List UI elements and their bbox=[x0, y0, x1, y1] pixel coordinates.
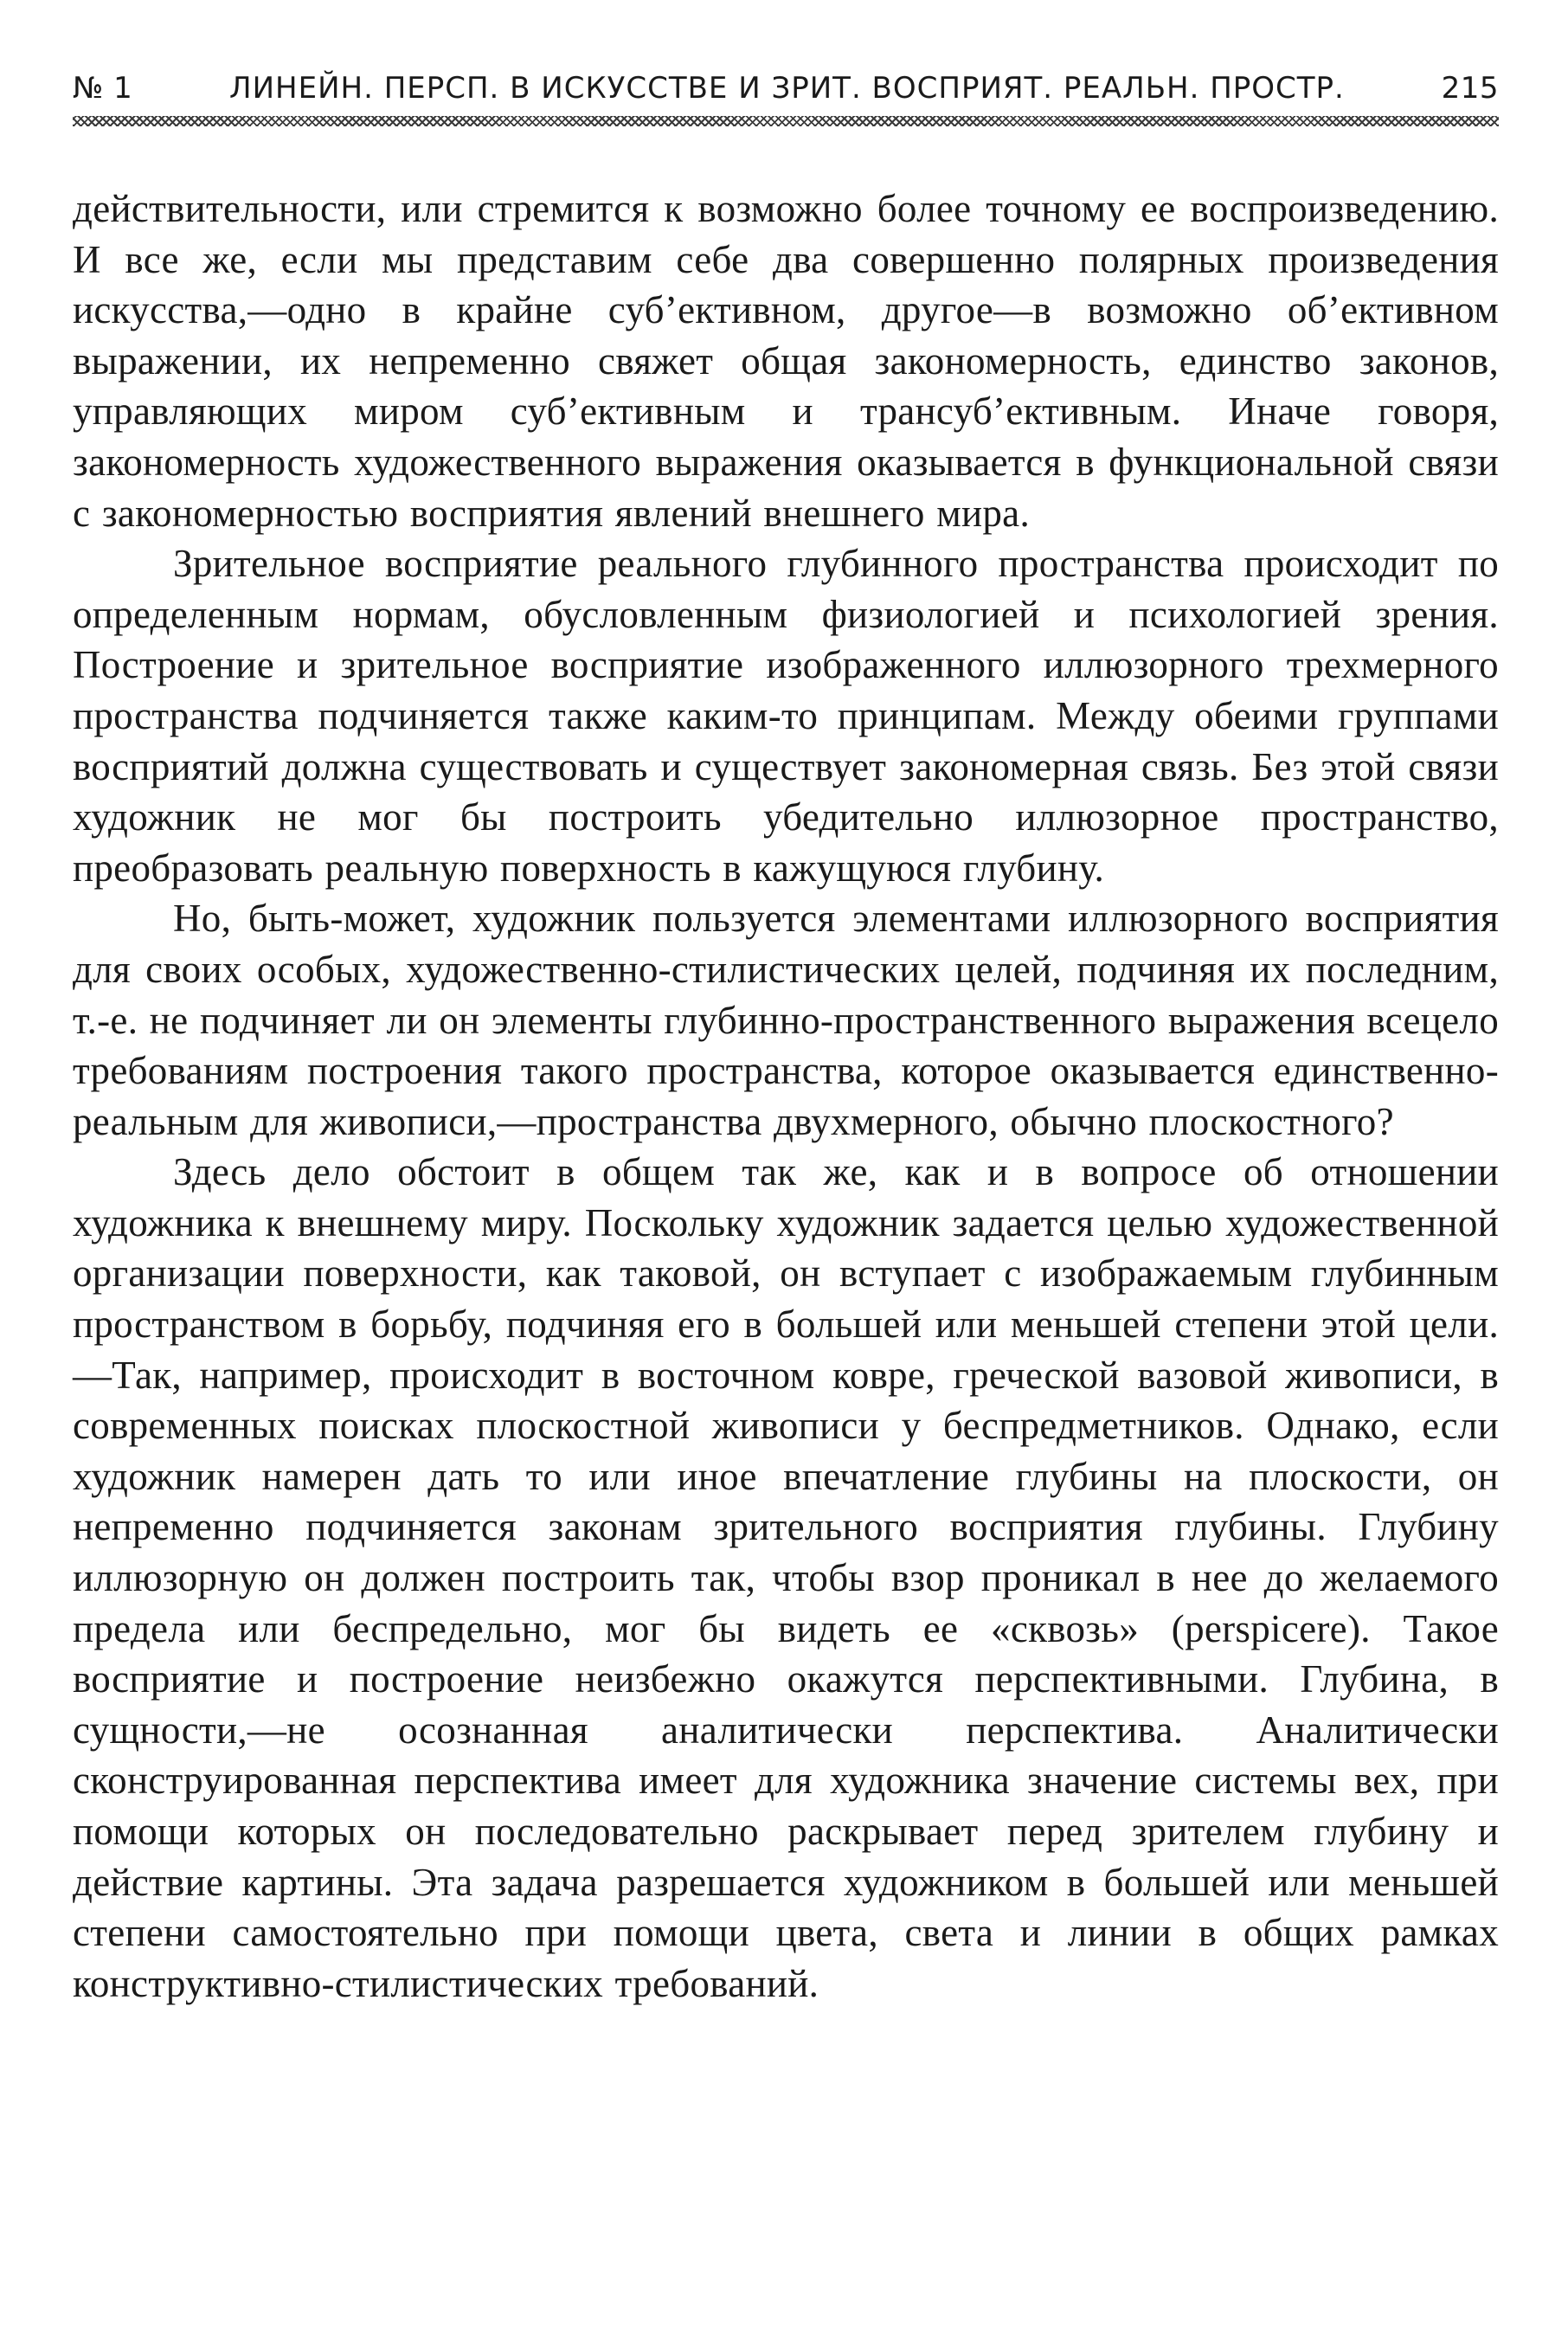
paragraph-continued: действительности, или стремится к возможно более точному ее воспроизведению. И все же, если мы представим себе два совершенно полярных произведения искусства,—одно в крайне суб’ективном, другое—в возможно об’ективном выражении, их непременно свяжет общая закономерность, единство законов, управляющих миром суб’ективным и трансуб’ективным. Иначе говоря, закономерность художественного выражения оказывается в функциональной связи с закономерностью восприятия явлений внешнего мира. bbox=[73, 187, 1499, 535]
page-number: 215 bbox=[1441, 71, 1499, 106]
article-body bbox=[73, 183, 1499, 2009]
ornamental-rule bbox=[73, 116, 1499, 126]
paragraph: Но, быть-может, художник пользуется элементами иллюзорного восприятия для своих особых, художественно-стилистических целей, подчиняя их последним, т.-е. не подчиняет ли он элементы глубинно-пространственного выражения всецело требованиям построения такого пространства, которое оказывается единственно-реальным для живописи,—пространства двухмерного, обычно плоскостного? bbox=[73, 897, 1499, 1143]
paragraph: Зрительное восприятие реального глубинного пространства происходит по определенным нормам, обусловленным физиологией и психологией зрения. Построение и зрительное восприятие изображенного иллюзорного трехмерного пространства подчиняется также каким-то принципам. Между обеими группами восприятий должна существовать и существует закономерная связь. Без этой связи художник не мог бы построить убедительно иллюзорное пространство, преобразовать реальную поверхность в кажущуюся глубину. bbox=[73, 542, 1499, 890]
running-head bbox=[73, 69, 1499, 107]
issue-number: № 1 bbox=[73, 71, 133, 106]
page bbox=[73, 69, 1499, 2009]
running-title: ЛИНЕЙН. ПЕРСП. В ИСКУССТВЕ И ЗРИТ. ВОСПРИЯТ. РЕАЛЬН. ПРОСТР. bbox=[229, 71, 1345, 106]
paragraph: Здесь дело обстоит в общем так же, как и в вопросе об отношении художника к внешнему миру. Поскольку художник задается целью художественной организации поверхности, как таковой, он вступает с изображаемым глубинным пространством в борьбу, подчиняя его в большей или меньшей степени этой цели.—Так, например, происходит в восточном ковре, греческой вазовой живописи, в современных поисках плоскостной живописи у беспредметников. Однако, если художник намерен дать то или иное впечатление глубины на плоскости, он непременно подчиняется законам зрительного восприятия глубины. Глубину иллюзорную он должен построить так, чтобы взор проникал в нее до желаемого предела или беспредельно, мог бы видеть ее «сквозь» (perspicere). Такое восприятие и построение неизбежно окажутся перспективными. Глубина, в сущности,—не осознанная аналитически перспектива. Аналитически сконструированная перспектива имеет для художника значение системы вех, при помощи которых он последовательно раскрывает перед зрителем глубину и действие картины. Эта задача разрешается художником в большей или меньшей степени самостоятельно при помощи цвета, света и линии в общих рамках конструктивно-стилистических требований. bbox=[73, 1150, 1499, 2005]
